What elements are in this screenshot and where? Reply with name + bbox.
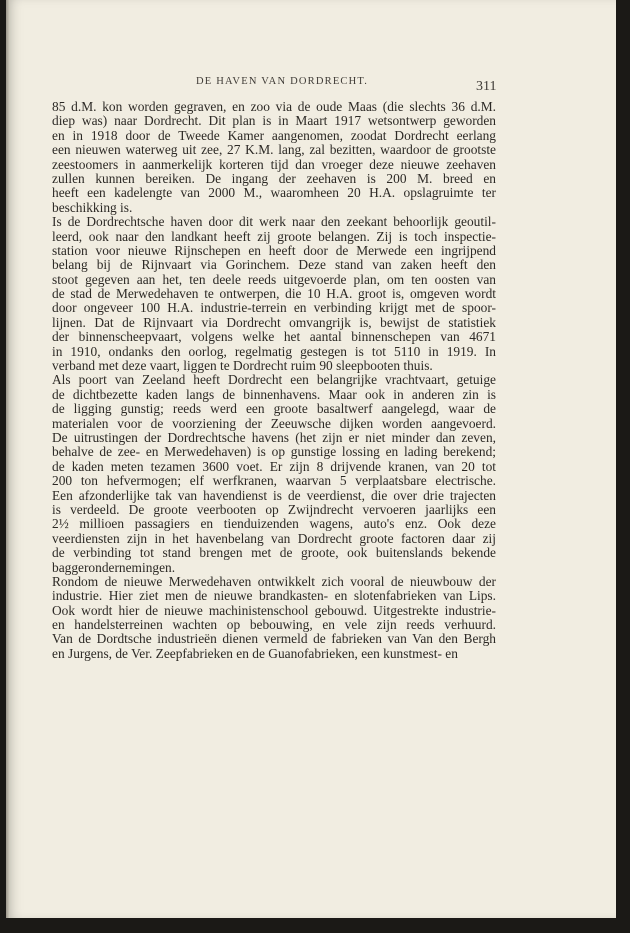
text-line: Een afzonderlijke tak van havendienst is de veerdienst, die over drie trajecten — [52, 487, 496, 503]
text-line: de stad de Merwedehaven te ontwerpen, die 10 H.A. groot is, omgeven wordt — [52, 286, 496, 302]
text-line: behalve de zee- en Merwedehaven) is op gunstige lossing en lading berekend; — [52, 444, 496, 460]
text-line: is verdeeld. De groote veerbooten op Zwijndrecht vervoeren jaarlijks een — [52, 501, 496, 517]
text-line: station voor nieuwe Rijnschepen en heeft door de Merwede een ingrijpend — [52, 242, 496, 258]
text-line: in 1910, ondanks den oorlog, regelmatig gestegen is tot 5110 in 1919. In — [52, 343, 496, 359]
text-line: materialen voor de voorziening der Zeeuwsche dijken worden aangevoerd. — [52, 415, 496, 431]
text-line: Is de Dordrechtsche haven door dit werk naar den zeekant behoorlijk geoutil- — [52, 214, 496, 230]
text-line: Rondom de nieuwe Merwedehaven ontwikkelt zich vooral de nieuwbouw der — [52, 573, 496, 589]
text-line: de kaden meten tezamen 3600 voet. Er zijn 8 drijvende kranen, van 20 tot — [52, 458, 496, 474]
text-line: Als poort van Zeeland heeft Dordrecht een belangrijke vrachtvaart, getuige — [52, 372, 496, 388]
text-line: veerdiensten zijn in het havenbelang van Dordrecht groote factoren daar zij — [52, 530, 496, 546]
text-line: lijnen. Dat de Rijnvaart via Dordrecht omvangrijk is, bewijst de statistiek — [52, 314, 496, 330]
text-line: en in 1918 door de Tweede Kamer aangenomen, zoodat Dordrecht eerlang — [52, 127, 496, 143]
text-line: leerd, ook naar den landkant heeft zij groote belangen. Zij is toch inspectie- — [52, 228, 496, 244]
text-line: beschikking is. — [52, 199, 133, 215]
text-line: verband met deze vaart, liggen te Dordrecht ruim 90 sleepbooten thuis. — [52, 358, 433, 374]
text-line: stoot gegeven aan het, ten deele reeds uitgevoerde plan, om ten oosten van — [52, 271, 496, 287]
text-line: heeft een kadelengte van 2000 M., waaromheen 20 H.A. opslagruimte ter — [52, 185, 496, 201]
text-line: door ongeveer 100 H.A. industrie-terrein en verbinding krijgt met de spoor- — [52, 300, 496, 316]
text-line: belang bij de Rijnvaart via Gorinchem. Deze stand van zaken heeft den — [52, 257, 496, 273]
text-line: de verbinding tot stand brengen met de groote, ook buitenslands bekende — [52, 545, 496, 561]
text-line: Ook wordt hier de nieuwe machinistenschool gebouwd. Uitgestrekte industrie- — [52, 602, 496, 618]
text-line: 2½ millioen passagiers en tienduizenden wagens, auto's enz. Ook deze — [52, 516, 496, 532]
text-line: en handelsterreinen wachten op bebouwing, en vele zijn reeds verhuurd. — [52, 617, 496, 633]
text-line: de dichtbezette kaden langs de binnenhavens. Maar ook in anderen zin is — [52, 386, 496, 402]
text-line: zeestoomers in aanmerkelijk korteren tijd dan vroeger deze nieuwe zeehaven — [52, 156, 496, 172]
text-line: een nieuwen waterweg uit zee, 27 K.M. lang, zal bezitten, waardoor de grootste — [52, 142, 496, 158]
text-line: diep was) naar Dordrecht. Dit plan is in Maart 1917 wetsontwerp geworden — [52, 113, 496, 129]
page-edge-shadow — [6, 0, 10, 918]
text-line: der binnenscheepvaart, volgens welke het aantal binnenschepen van 4671 — [52, 329, 496, 345]
text-line: baggerondernemingen. — [52, 559, 176, 575]
text-line: en Jurgens, de Ver. Zeepfabrieken en de Guanofabrieken, een kunstmest- en — [52, 645, 458, 661]
text-line: zullen kunnen bereiken. De ingang der zeehaven is 200 M. breed en — [52, 170, 496, 186]
body-text — [52, 100, 496, 661]
text-line: industrie. Hier ziet men de nieuwe brandkasten- en slotenfabrieken van Lips. — [52, 588, 496, 604]
page-number: 311 — [476, 79, 497, 94]
text-line: Van de Dordtsche industrieën dienen vermeld de fabrieken van Van den Bergh — [52, 631, 496, 647]
text-line: 85 d.M. kon worden gegraven, en zoo via de oude Maas (die slechts 36 d.M. — [52, 99, 496, 114]
running-head: DE HAVEN VAN DORDRECHT. — [196, 76, 369, 87]
text-line: De uitrustingen der Dordrechtsche havens (het zijn er niet minder dan zeven, — [52, 429, 496, 445]
text-line: de ligging gunstig; reeds werd een groote basaltwerf aangelegd, waar de — [52, 401, 496, 417]
book-page — [6, 0, 616, 918]
text-line: 200 ton hefvermogen; elf werfkranen, waarvan 5 verplaatsbare electrische. — [52, 473, 496, 489]
